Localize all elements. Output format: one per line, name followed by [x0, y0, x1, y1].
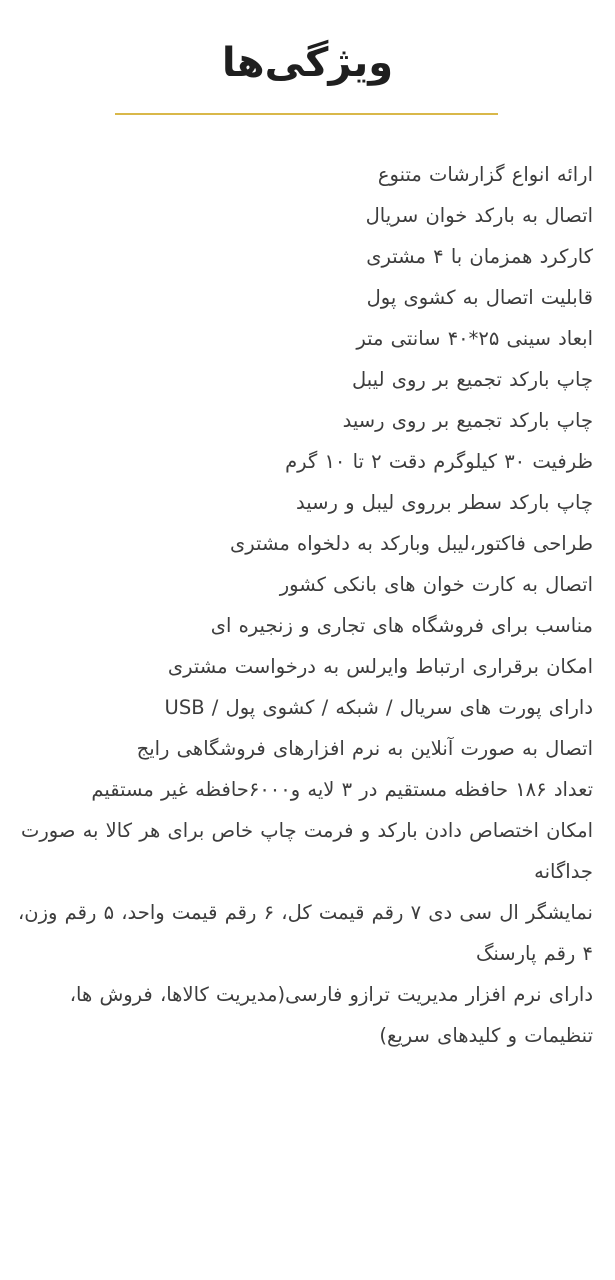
feature-item: اتصال به صورت آنلاین به نرم افزارهای فروشگاهی رایج	[136, 737, 593, 760]
feature-item: چاپ بارکد تجمیع بر روی رسید	[342, 409, 593, 432]
feature-item: دارای پورت های سریال / شبکه / کشوی پول / USB	[164, 696, 593, 719]
feature-item: قابلیت اتصال به کشوی پول	[366, 286, 593, 309]
feature-item: اتصال به بارکد خوان سریال	[365, 204, 593, 227]
feature-item: نمایشگر ال سی دی ۷ رقم قیمت کل، ۶ رقم قیمت واحد، ۵ رقم وزن، ۴ رقم پارسنگ	[18, 901, 593, 965]
feature-item: کارکرد همزمان با ۴ مشتری	[366, 245, 593, 268]
feature-item: امکان اختصاص دادن بارکد و فرمت چاپ خاص برای هر کالا به صورت جداگانه	[20, 819, 593, 883]
feature-item: امکان برقراری ارتباط وایرلس به درخواست مشتری	[167, 655, 593, 678]
title-divider	[115, 113, 498, 115]
section-title: ویژگی‌ها	[221, 39, 394, 86]
feature-item: دارای نرم افزار مدیریت ترازو فارسی(مدیریت کالاها، فروش ها، تنظیمات و کلیدهای سریع)	[69, 983, 593, 1047]
feature-item: چاپ بارکد تجمیع بر روی لیبل	[352, 368, 593, 391]
feature-item: چاپ بارکد سطر برروی لیبل و رسید	[296, 491, 593, 514]
feature-item: طراحی فاکتور،لیبل وبارکد به دلخواه مشتری	[230, 532, 593, 555]
feature-list	[18, 154, 593, 1056]
feature-item: ابعاد سینی ۲۵*۴۰ سانتی متر	[356, 327, 593, 350]
feature-item: مناسب برای فروشگاه های تجاری و زنجیره ای	[210, 614, 593, 637]
feature-item: ارائه انواع گزارشات متنوع	[377, 163, 593, 186]
feature-item: اتصال به کارت خوان های بانکی کشور	[279, 573, 593, 596]
feature-item: ظرفیت ۳۰ کیلوگرم دقت ۲ تا ۱۰ گرم	[285, 450, 593, 473]
feature-item: تعداد ۱۸۶ حافظه مستقیم در ۳ لایه و۶۰۰۰حافظه غیر مستقیم	[91, 778, 593, 801]
